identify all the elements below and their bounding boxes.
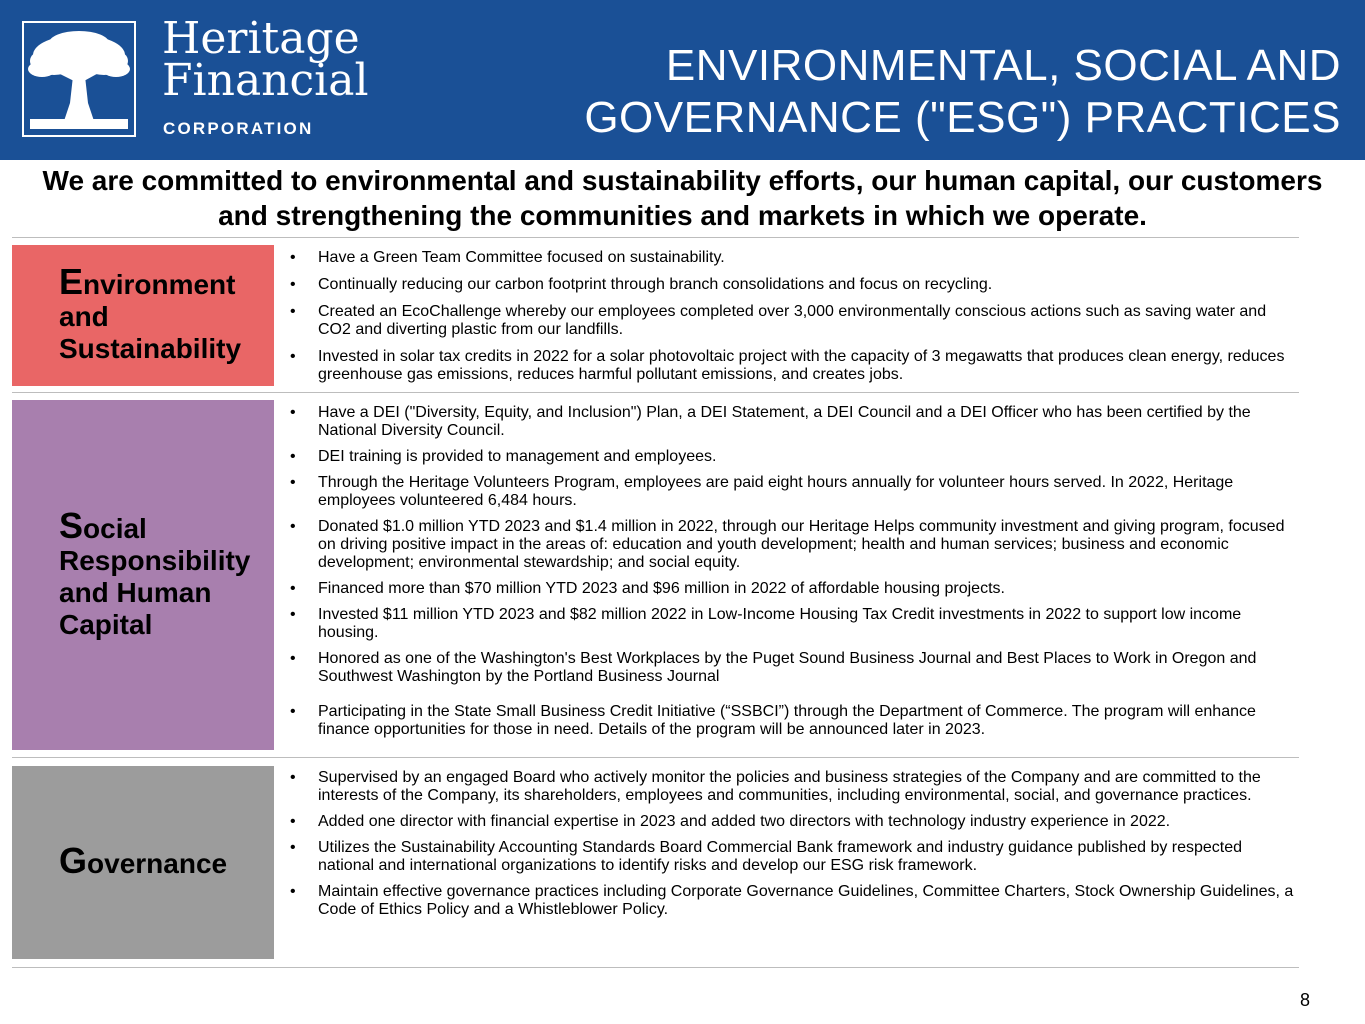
list-item: • Created an EcoChallenge whereby our employees completed over 3,000 environmentally conscious actions such as saving water and CO2 and diverting plastic from our landfills. bbox=[290, 303, 1295, 339]
brand-name-line2: Financial bbox=[162, 55, 369, 106]
tree-logo-icon bbox=[22, 21, 136, 137]
list-item: • Invested $11 million YTD 2023 and $82 million 2022 in Low-Income Housing Tax Credit investments in 2022 to support low income housing. bbox=[290, 606, 1295, 642]
social-label-line3: and Human bbox=[59, 576, 212, 608]
list-item: • Continually reducing our carbon footprint through branch consolidations and focus on recycling. bbox=[290, 276, 1295, 294]
list-item: • Donated $1.0 million YTD 2023 and $1.4 million in 2022, through our Heritage Helps community investment and giving program, focused on driving positive impact in the areas of: education and youth development; health and human services; business and economic development; environmental stewardship; and social equity. bbox=[290, 518, 1295, 572]
list-item: • Have a Green Team Committee focused on sustainability. bbox=[290, 249, 1295, 267]
brand-name bbox=[162, 13, 369, 106]
governance-pillar bbox=[12, 766, 274, 959]
list-item: • Invested in solar tax credits in 2022 for a solar photovoltaic project with the capacity of 3 megawatts that produces clean energy, reduces greenhouse gas emissions, reduces harmful pollutant emissions, and creates jobs. bbox=[290, 348, 1295, 384]
header-banner bbox=[0, 0, 1365, 160]
list-item: • Added one director with financial expertise in 2023 and added two directors with technology industry experience in 2022. bbox=[290, 813, 1295, 831]
divider bbox=[12, 237, 1299, 238]
environment-label-line3: Sustainability bbox=[59, 333, 242, 364]
environment-pillar bbox=[12, 245, 274, 386]
list-item: • Honored as one of the Washington's Best Workplaces by the Puget Sound Business Journal and Best Places to Work in Oregon and Southwest Washington by the Portland Business Journal bbox=[290, 650, 1295, 686]
list-item: • Maintain effective governance practices including Corporate Governance Guidelines, Committee Charters, Stock Ownership Guidelines, a Code of Ethics Policy and a Whistleblower Policy. bbox=[290, 883, 1295, 919]
social-label-line1: Social bbox=[59, 504, 147, 546]
social-bullets bbox=[290, 404, 1295, 747]
list-item: • Supervised by an engaged Board who actively monitor the policies and business strategies of the Company and are committed to the interests of the Company, its shareholders, employees and communities, including environmental, social, and governance practices. bbox=[290, 769, 1295, 805]
list-item: • Financed more than $70 million YTD 2023 and $96 million in 2022 of affordable housing projects. bbox=[290, 580, 1295, 598]
list-item: • Have a DEI ("Diversity, Equity, and Inclusion") Plan, a DEI Statement, a DEI Council and a DEI Officer who has been certified by the National Diversity Council. bbox=[290, 404, 1295, 440]
environment-label-line2: and bbox=[59, 301, 109, 332]
brand-corporation: CORPORATION bbox=[163, 119, 314, 138]
social-label-line4: Capital bbox=[59, 608, 153, 640]
list-item: • Participating in the State Small Business Credit Initiative (“SSBCI”) through the Department of Commerce. The program will enhance finance opportunities for those in need. Details of the program will be announced later in 2023. bbox=[290, 703, 1295, 739]
governance-label-line1: Governance bbox=[59, 840, 228, 881]
page-title-line1: ENVIRONMENTAL, SOCIAL AND bbox=[665, 41, 1341, 90]
list-item: • Utilizes the Sustainability Accounting Standards Board Commercial Bank framework and industry guidance published by respected national and international organizations to identify risks and develop our ESG risk framework. bbox=[290, 839, 1295, 875]
social-pillar bbox=[12, 400, 274, 750]
brand-name-line1: Heritage bbox=[162, 13, 360, 64]
governance-bullets bbox=[290, 769, 1295, 927]
divider bbox=[12, 967, 1299, 968]
list-item: • Through the Heritage Volunteers Program, employees are paid eight hours annually for volunteer hours served. In 2022, Heritage employees volunteered 6,484 hours. bbox=[290, 474, 1295, 510]
subtitle: We are committed to environmental and sustainability efforts, our human capital, our customers and strengthening the communities and markets in which we operate. bbox=[42, 165, 1323, 231]
social-label-line2: Responsibility bbox=[59, 544, 251, 576]
page-number: 8 bbox=[1300, 990, 1311, 1010]
environment-bullets bbox=[290, 249, 1295, 393]
list-item: • DEI training is provided to management and employees. bbox=[290, 448, 1295, 466]
environment-label-line1: Environment bbox=[59, 261, 236, 302]
divider bbox=[12, 757, 1299, 758]
page-title bbox=[521, 40, 1341, 144]
page-title-line2: GOVERNANCE ("ESG") PRACTICES bbox=[584, 93, 1341, 142]
